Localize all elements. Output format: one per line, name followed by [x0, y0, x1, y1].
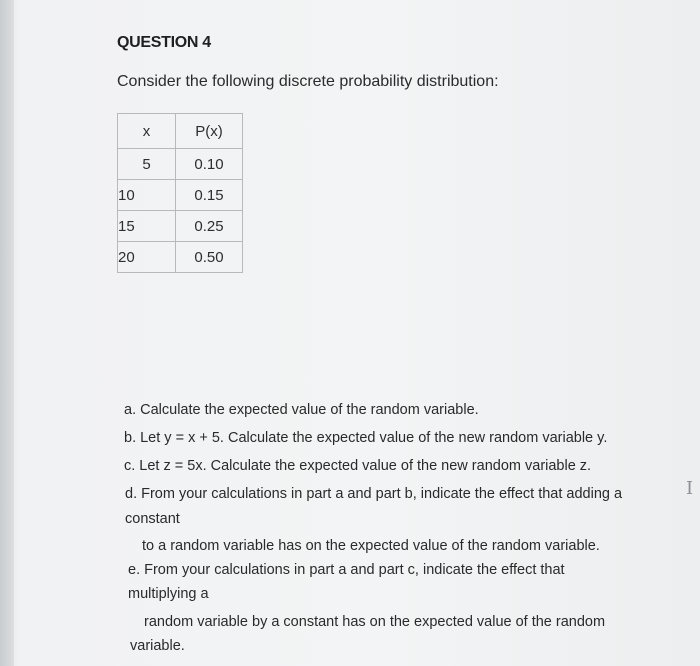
part-e-line2: multiplying a: [128, 586, 209, 602]
cell-x: 5: [118, 149, 176, 180]
part-e-line4: variable.: [130, 638, 185, 654]
text-cursor-icon: I: [686, 478, 694, 499]
header-x: x: [118, 114, 176, 149]
part-d-line3: to a random variable has on the expected value of the random variable.: [142, 538, 600, 554]
table-header-row: [118, 114, 243, 149]
part-b: b. Let y = x + 5. Calculate the expected value of the new random variable y.: [124, 430, 608, 446]
part-e-line1: e. From your calculations in part a and part c, indicate the effect that: [128, 562, 565, 578]
probability-table: [117, 113, 243, 273]
cell-p: 0.50: [176, 242, 243, 273]
part-e-line3: random variable by a constant has on the expected value of the random: [144, 614, 606, 630]
cell-x: 10: [118, 180, 176, 211]
cell-p: 0.15: [176, 180, 243, 211]
cell-p: 0.25: [176, 211, 243, 242]
part-c: c. Let z = 5x. Calculate the expected value of the new random variable z.: [124, 458, 592, 474]
cell-x: 20: [118, 242, 176, 273]
table-row: [118, 242, 243, 273]
table-row: [118, 211, 243, 242]
window-edge: [0, 0, 14, 666]
header-px: P(x): [176, 114, 243, 149]
cell-p: 0.10: [176, 149, 243, 180]
question-intro: Consider the following discrete probability distribution:: [117, 73, 499, 90]
part-a: a. Calculate the expected value of the random variable.: [124, 402, 479, 418]
part-d-line1: d. From your calculations in part a and part b, indicate the effect that adding a: [125, 486, 623, 502]
cell-x: 15: [118, 211, 176, 242]
part-d-line2: constant: [125, 511, 180, 527]
question-title: QUESTION 4: [117, 34, 211, 51]
table-row: [118, 149, 243, 180]
table-row: [118, 180, 243, 211]
